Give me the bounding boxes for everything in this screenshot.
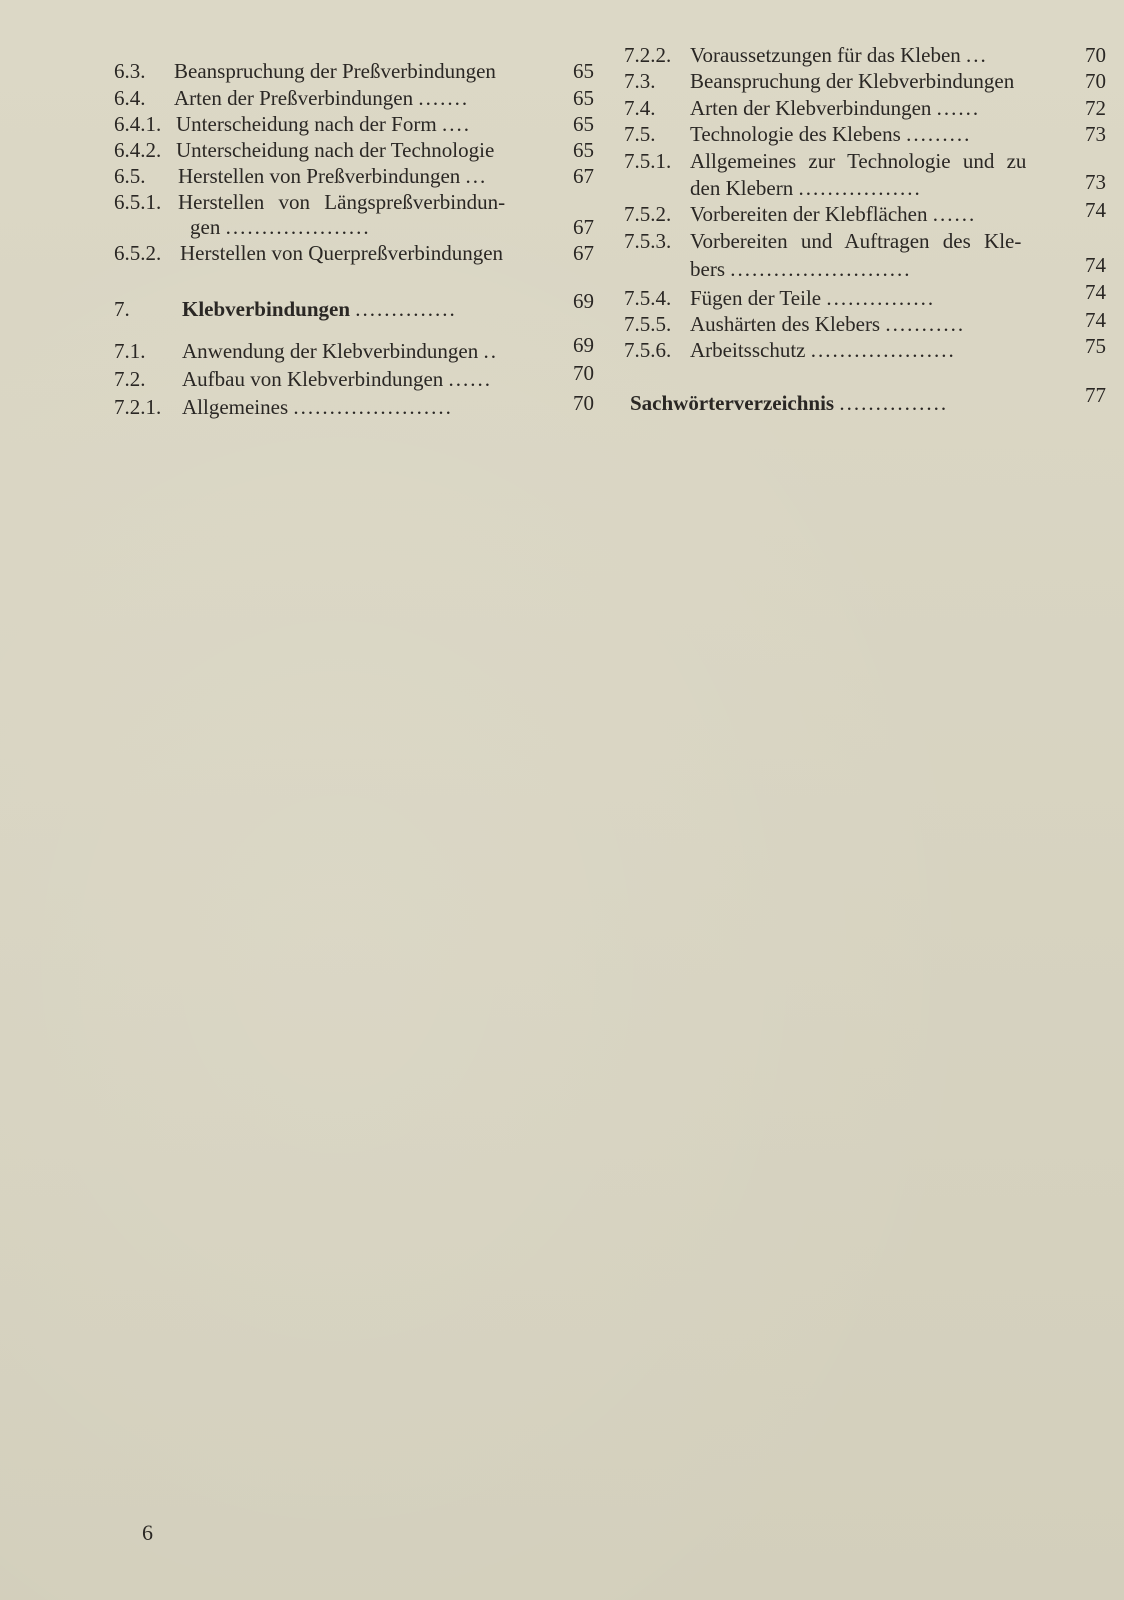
toc-page: 74: [1085, 198, 1106, 222]
toc-title: Arbeitsschutz: [690, 338, 806, 362]
toc-entry: [114, 361, 594, 392]
toc-leader: ......................: [293, 395, 453, 419]
toc-entry: [624, 170, 1106, 201]
toc-entry: [114, 289, 594, 322]
toc-page: 65: [573, 138, 594, 162]
toc-entry: [624, 121, 1106, 147]
toc-title: Unterscheidung nach der Technologie: [176, 138, 495, 162]
toc-leader: .................: [798, 176, 922, 200]
toc-title-line: [690, 121, 971, 147]
toc-number: 6.4.2.: [114, 138, 162, 162]
toc-leader: ......: [448, 367, 493, 391]
toc-page: 65: [573, 59, 594, 83]
toc-entry: [114, 137, 594, 163]
toc-title-line: [690, 285, 935, 311]
toc-leader: ...: [966, 43, 988, 67]
toc-leader: ......: [936, 96, 981, 120]
toc-page: 70: [573, 361, 594, 385]
toc-number: 6.4.: [114, 86, 146, 110]
toc-entry: [624, 148, 1106, 174]
toc-title: Anwendung der Klebverbindungen: [182, 339, 479, 363]
toc-leader: ..: [483, 339, 499, 363]
toc-number: 6.5.1.: [114, 190, 162, 214]
toc-page: 70: [1085, 69, 1106, 93]
toc-leader: ..............: [355, 297, 457, 321]
toc-title: Technologie des Klebens: [690, 122, 901, 146]
toc-title: Beanspruchung der Klebverbindungen: [690, 69, 1015, 93]
toc-title-line: [690, 42, 988, 68]
toc-number: 6.5.2.: [114, 241, 162, 265]
toc-title-line: [174, 85, 469, 111]
toc-title-line: [182, 296, 457, 322]
toc-leader: .........: [906, 122, 972, 146]
toc-leader: ....................: [810, 338, 956, 362]
toc-entry: [624, 95, 1106, 121]
toc-page: 70: [573, 391, 594, 415]
toc-entry: [114, 58, 594, 84]
toc-number: 7.1.: [114, 339, 146, 363]
toc-title-line: [182, 394, 453, 420]
toc-leader: ...............: [839, 391, 949, 415]
toc-number: 7.5.5.: [624, 312, 672, 336]
toc-page: 73: [1085, 170, 1106, 194]
toc-title: Sachwörterverzeichnis: [630, 391, 835, 415]
toc-title-line: [178, 189, 505, 215]
toc-title: Unterscheidung nach der Form: [176, 112, 437, 136]
toc-page: 67: [573, 215, 594, 239]
toc-page: 75: [1085, 334, 1106, 358]
toc-title-line: [182, 366, 492, 392]
toc-entry: [114, 85, 594, 111]
toc-entry: [114, 214, 594, 240]
toc-title: Vorbereiten der Klebflächen: [690, 202, 928, 226]
toc-page: 67: [573, 164, 594, 188]
toc-page: 74: [1085, 253, 1106, 277]
toc-entry: [624, 68, 1106, 94]
toc-entry: [624, 334, 1106, 363]
toc-title: Klebverbindungen: [182, 297, 351, 321]
toc-number: 7.3.: [624, 69, 656, 93]
toc-leader: ....: [441, 112, 471, 136]
toc-entry: [114, 189, 594, 215]
toc-title-line: [690, 68, 1014, 94]
toc-number: 6.4.1.: [114, 112, 162, 136]
toc-leader: ...............: [826, 286, 936, 310]
toc-title: Herstellen von Querpreßverbindungen: [180, 241, 504, 265]
toc-title: Allgemeines zur Technologie und zu: [690, 149, 1027, 173]
toc-number: 6.5.: [114, 164, 146, 188]
toc-title: Vorbereiten und Auftragen des Kle-: [690, 229, 1022, 253]
toc-title: gen: [190, 215, 221, 239]
toc-title-line: [690, 311, 965, 337]
toc-page: 69: [573, 333, 594, 357]
toc-title-line: [690, 337, 956, 363]
toc-entry: [624, 253, 1106, 282]
toc-number: 7.: [114, 297, 130, 321]
toc-title: bers: [690, 257, 725, 281]
toc-title: Herstellen von Längspreßverbindun-: [178, 190, 506, 214]
toc-title: Aufbau von Klebverbindungen: [182, 367, 444, 391]
toc-number: 6.3.: [114, 59, 146, 83]
toc-leader: .......: [418, 86, 470, 110]
toc-title: Arten der Preßverbindungen: [174, 86, 414, 110]
toc-title: Aushärten des Klebers: [690, 312, 881, 336]
toc-number: 7.5.4.: [624, 286, 672, 310]
toc-leader: .........................: [730, 257, 912, 281]
toc-title-line: [176, 137, 494, 163]
toc-title: den Klebern: [690, 176, 794, 200]
toc-page: 74: [1085, 308, 1106, 332]
toc-page: 67: [573, 241, 594, 265]
toc-page: 65: [573, 112, 594, 136]
toc-title-line: [690, 201, 976, 227]
toc-number: 7.5.3.: [624, 229, 672, 253]
toc-entry: [624, 228, 1106, 254]
toc-leader: ....................: [225, 215, 371, 239]
toc-leader: ...: [465, 164, 488, 188]
toc-entry: [624, 308, 1106, 337]
toc-title-line: [630, 390, 948, 416]
toc-number: 7.2.: [114, 367, 146, 391]
toc-number: 7.5.2.: [624, 202, 672, 226]
toc-title: Arten der Klebverbindungen: [690, 96, 932, 120]
toc-entry: [114, 163, 594, 189]
toc-page: 70: [1085, 43, 1106, 67]
toc-title-line: [174, 58, 496, 84]
toc-title-line: [690, 256, 912, 282]
toc-title-line: [690, 228, 1021, 254]
toc-title-line: [176, 111, 471, 137]
toc-title-line: [190, 214, 371, 240]
toc-entry: [624, 198, 1106, 227]
toc-entry: [114, 391, 594, 420]
toc-page: 69: [573, 289, 594, 313]
toc-title-line: [690, 95, 980, 121]
toc-entry: [114, 111, 594, 137]
toc-leader: ......: [932, 202, 977, 226]
toc-title-line: [182, 338, 498, 364]
toc-title: Fügen der Teile: [690, 286, 822, 310]
toc-entry: [624, 42, 1106, 68]
toc-entry: [624, 280, 1106, 311]
toc-number: 7.2.1.: [114, 395, 162, 419]
toc-title: Herstellen von Preßverbindungen: [178, 164, 461, 188]
toc-number: 7.5.: [624, 122, 656, 146]
toc-entry: [114, 240, 594, 266]
toc-title-line: [690, 148, 1026, 174]
toc-title: Beanspruchung der Preßverbindungen: [174, 59, 496, 83]
toc-page: 77: [1085, 383, 1106, 407]
toc-number: 7.4.: [624, 96, 656, 120]
toc-page: 72: [1085, 96, 1106, 120]
toc-page: 73: [1085, 122, 1106, 146]
toc-title-line: [178, 163, 487, 189]
toc-number: 7.2.2.: [624, 43, 672, 67]
toc-title: Allgemeines: [182, 395, 289, 419]
toc-title-line: [690, 175, 922, 201]
toc-title-line: [180, 240, 503, 266]
toc-number: 7.5.1.: [624, 149, 672, 173]
toc-page: 65: [573, 86, 594, 110]
toc-page: 74: [1085, 280, 1106, 304]
toc-title: Voraussetzungen für das Kleben: [690, 43, 961, 67]
toc-number: 7.5.6.: [624, 338, 672, 362]
toc-leader: ...........: [885, 312, 966, 336]
toc-entry: [114, 333, 594, 364]
page-number: 6: [142, 1520, 153, 1545]
toc-entry: [624, 383, 1106, 416]
